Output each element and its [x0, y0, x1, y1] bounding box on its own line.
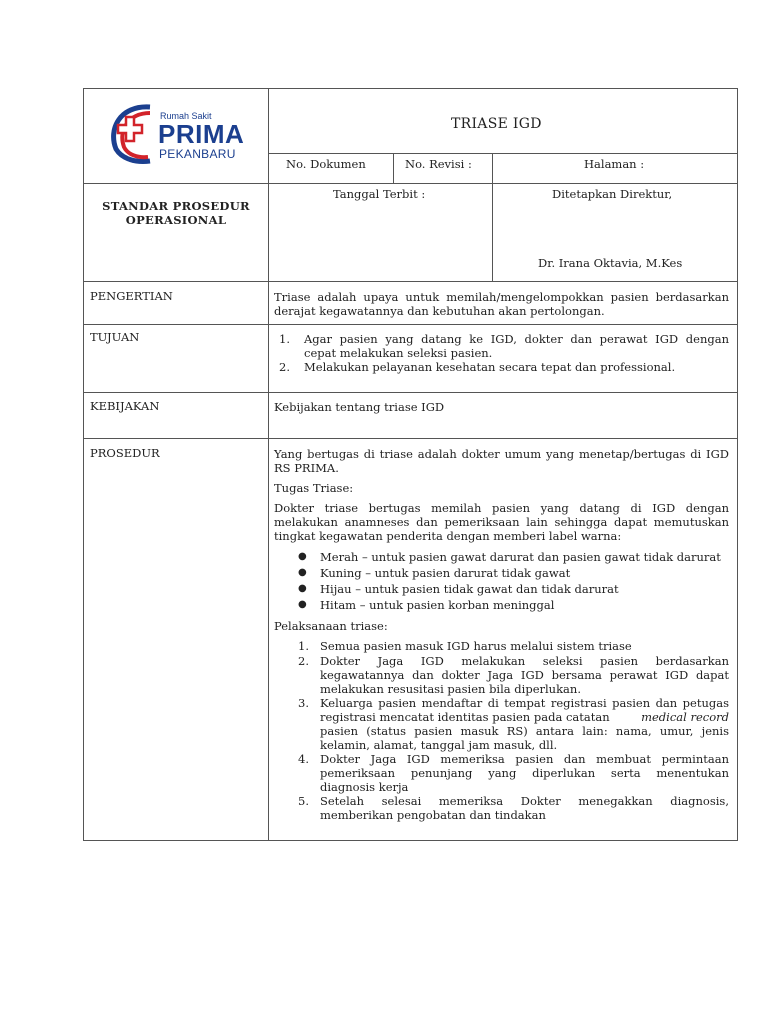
- step-2-line-2: kegawatannya dan dokter Jaga IGD bersama perawat IGD dapat: [320, 668, 729, 682]
- doc-number-label: No. Dokumen: [286, 157, 366, 171]
- tugas-line-1: Dokter triase bertugas memilah pasien yang datang di IGD dengan: [274, 501, 729, 515]
- logo-text-prima: PRIMA: [158, 119, 245, 149]
- bullet-icon: ●: [298, 567, 307, 578]
- kebijakan-text: Kebijakan tentang triase IGD: [274, 400, 445, 414]
- row-divider-kebijakan: [83, 438, 737, 439]
- medical-record-term: medical record: [641, 710, 729, 724]
- tujuan-item-2-line-1: Melakukan pelayanan kesehatan secara tepat dan professional.: [304, 360, 676, 374]
- header-divider-bottom: [83, 281, 737, 282]
- step-number-3: 3.: [298, 696, 309, 710]
- step-3-line-3: pasien (status pasien masuk RS) antara lain: nama, umur, jenis: [320, 724, 729, 738]
- header-divider-docno: [83, 183, 737, 184]
- step-3-line-1: Keluarga pasien mendaftar di tempat registrasi pasien dan petugas: [320, 696, 729, 710]
- step-1-line-1: Semua pasien masuk IGD harus melalui sistem triase: [320, 639, 632, 653]
- tujuan-item-1-line-1: Agar pasien yang datang ke IGD, dokter dan perawat IGD dengan: [304, 332, 729, 346]
- pengertian-line-2: derajat kegawatannya dan kebutuhan akan pertolongan.: [274, 304, 605, 318]
- table-border-top: [83, 88, 737, 89]
- step-2-line-1: Dokter Jaga IGD melakukan seleksi pasien berdasarkan: [320, 654, 729, 668]
- issue-date-label: Tanggal Terbit :: [333, 187, 426, 201]
- page-label: Halaman :: [584, 157, 645, 171]
- section-label-kebijakan: KEBIJAKAN: [90, 399, 160, 413]
- header-divider-title: [268, 153, 737, 154]
- section-label-prosedur: PROSEDUR: [90, 446, 160, 460]
- step-5-line-1: Setelah selesai memeriksa Dokter menegakkan diagnosis,: [320, 794, 729, 808]
- tujuan-number-1: 1.: [279, 332, 290, 346]
- step-4-line-2: pemeriksaan penunjang yang diperlukan serta menentukan: [320, 766, 729, 780]
- logo-text-rumah-sakit: Rumah Sakit: [160, 111, 212, 121]
- revision-page-divider: [492, 153, 493, 281]
- prosedur-intro-line-2: RS PRIMA.: [274, 461, 339, 475]
- step-number-5: 5.: [298, 794, 309, 808]
- tugas-triase-heading: Tugas Triase:: [274, 481, 354, 495]
- label-hitam: Hitam – untuk pasien korban meninggal: [320, 598, 555, 612]
- step-number-4: 4.: [298, 752, 309, 766]
- tujuan-item-1-line-2: cepat melakukan seleksi pasien.: [304, 346, 493, 360]
- hospital-logo: [106, 103, 246, 165]
- step-4-line-3: diagnosis kerja: [320, 780, 409, 794]
- step-3-line-2: [320, 710, 729, 724]
- bullet-icon: ●: [298, 599, 307, 610]
- logo-text-pekanbaru: PEKANBARU: [159, 147, 236, 161]
- pelaksanaan-heading: Pelaksanaan triase:: [274, 619, 388, 633]
- tujuan-number-2: 2.: [279, 360, 290, 374]
- revision-label: No. Revisi :: [405, 157, 472, 171]
- label-hijau: Hijau – untuk pasien tidak gawat dan tidak darurat: [320, 582, 619, 596]
- table-border-bottom: [83, 840, 737, 841]
- bullet-icon: ●: [298, 551, 307, 562]
- step-5-line-2: memberikan pengobatan dan tindakan: [320, 808, 546, 822]
- row-divider-pengertian: [83, 324, 737, 325]
- document-title: TRIASE IGD: [451, 116, 542, 132]
- label-kuning: Kuning – untuk pasien darurat tidak gawat: [320, 566, 571, 580]
- step-number-1: 1.: [298, 639, 309, 653]
- step-3-line-2-text: registrasi mencatat identitas pasien pada catatan: [320, 710, 610, 724]
- sop-title-line2: OPERASIONAL: [125, 213, 227, 227]
- label-merah: Merah – untuk pasien gawat darurat dan pasien gawat tidak darurat: [320, 550, 721, 564]
- step-3-line-4: kelamin, alamat, tanggal jam masuk, dll.: [320, 738, 558, 752]
- tugas-line-2: melakukan anamneses dan pemeriksaan lain sehingga dapat memutuskan: [274, 515, 729, 529]
- section-label-tujuan: TUJUAN: [90, 330, 140, 344]
- step-number-2: 2.: [298, 654, 309, 668]
- row-divider-tujuan: [83, 392, 737, 393]
- tugas-line-3: tingkat kegawatan penderita dengan memberi label warna:: [274, 529, 622, 543]
- pengertian-line-1: Triase adalah upaya untuk memilah/mengelompokkan pasien berdasarkan: [274, 290, 729, 304]
- sop-title-line1: STANDAR PROSEDUR: [102, 199, 250, 213]
- step-2-line-3: melakukan resusitasi pasien bila diperlukan.: [320, 682, 581, 696]
- prosedur-intro-line-1: Yang bertugas di triase adalah dokter umum yang menetap/bertugas di IGD: [274, 447, 729, 461]
- table-border-right: [737, 88, 738, 841]
- step-4-line-1: Dokter Jaga IGD memeriksa pasien dan membuat permintaan: [320, 752, 729, 766]
- section-label-pengertian: PENGERTIAN: [90, 289, 173, 303]
- bullet-icon: ●: [298, 583, 307, 594]
- column-divider: [268, 88, 269, 841]
- approved-by-label: Ditetapkan Direktur,: [552, 187, 673, 201]
- director-name: Dr. Irana Oktavia, M.Kes: [538, 256, 683, 270]
- docno-revision-divider: [393, 153, 394, 183]
